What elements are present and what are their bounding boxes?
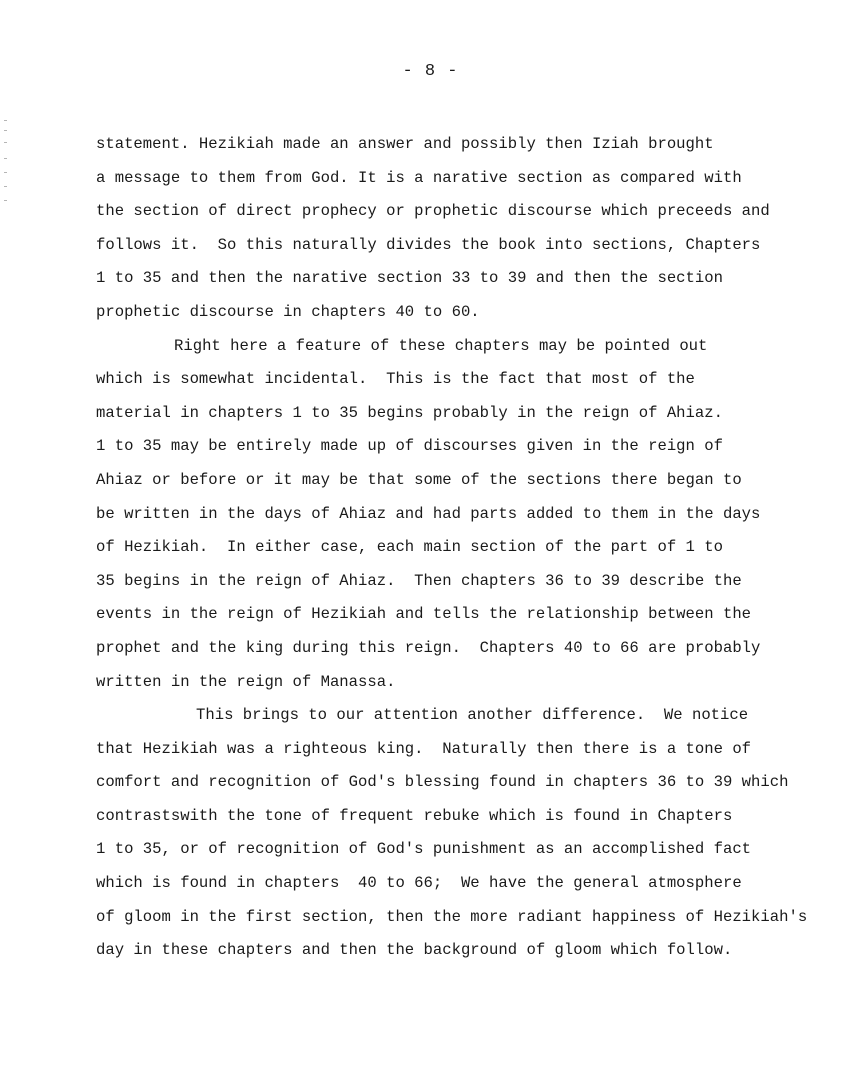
body-text <box>96 132 858 972</box>
text-line: statement. Hezikiah made an answer and possibly then Iziah brought <box>96 135 714 153</box>
text-line: 1 to 35 may be entirely made up of discourses given in the reign of <box>96 437 723 456</box>
page-number: - 8 - <box>402 62 459 81</box>
text-line: the section of direct prophecy or prophetic discourse which preceeds and <box>96 202 770 221</box>
text-line: which is found in chapters 40 to 66; We have the general atmosphere <box>96 874 742 893</box>
text-line: 1 to 35, or of recognition of God's punishment as an accomplished fact <box>96 840 752 859</box>
text-line: of Hezikiah. In either case, each main section of the part of 1 to <box>96 538 723 557</box>
text-line: prophet and the king during this reign. Chapters 40 to 66 are probably <box>96 638 761 657</box>
text-line: material in chapters 1 to 35 begins probably in the reign of Ahiaz. <box>96 403 723 422</box>
paragraph-start-line: Right here a feature of these chapters may be pointed out <box>174 336 708 355</box>
text-line: follows it. So this naturally divides the book into sections, Chapters <box>96 235 761 254</box>
text-line: that Hezikiah was a righteous king. Naturally then there is a tone of <box>96 739 752 758</box>
paragraph-start-line: This brings to our attention another difference. We notice <box>196 706 749 725</box>
text-line: contrastswith the tone of frequent rebuke which is found in Chapters <box>96 806 733 825</box>
text-line: of gloom in the first section, then the more radiant happiness of Hezikiah's <box>96 907 808 926</box>
text-line: which is somewhat incidental. This is the fact that most of the <box>96 370 695 389</box>
text-line: 35 begins in the reign of Ahiaz. Then chapters 36 to 39 describe the <box>96 571 742 590</box>
text-line: a message to them from God. It is a narative section as compared with <box>96 168 742 187</box>
text-line: 1 to 35 and then the narative section 33 to 39 and then the section <box>96 269 723 288</box>
text-line: events in the reign of Hezikiah and tells the relationship between the <box>96 605 752 624</box>
text-line: comfort and recognition of God's blessing found in chapters 36 to 39 which <box>96 773 789 792</box>
margin-scan-marks <box>0 120 14 210</box>
text-line: day in these chapters and then the background of gloom which follow. <box>96 941 733 960</box>
text-line: prophetic discourse in chapters 40 to 60. <box>96 302 480 321</box>
text-line: written in the reign of Manassa. <box>96 672 396 691</box>
text-line: be written in the days of Ahiaz and had parts added to them in the days <box>96 504 761 523</box>
text-line: Ahiaz or before or it may be that some of the sections there began to <box>96 470 742 489</box>
